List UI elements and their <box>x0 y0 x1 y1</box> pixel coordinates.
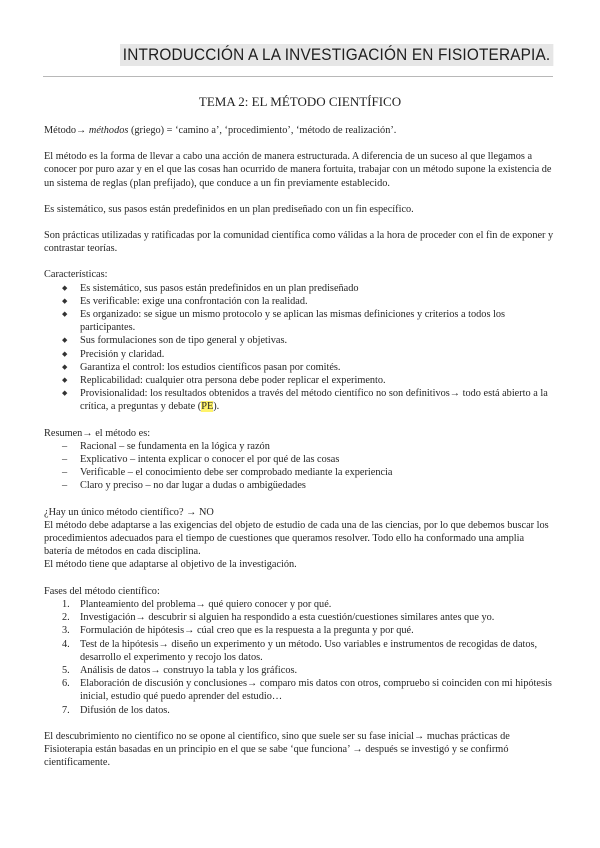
list-item: 5. Análisis de datos→ construyo la tabla y los gráficos. <box>62 664 298 676</box>
list-item: ◆ Garantiza el control: los estudios científicos pasan por comités. <box>62 361 341 373</box>
bullet-icon: ◆ <box>62 336 68 345</box>
resumen-heading: Resumen→ el método es: <box>44 427 151 439</box>
caracteristicas-heading: Características: <box>44 269 108 281</box>
item-number: 7. <box>62 704 70 716</box>
list-item: 4. Test de la hipótesis→ diseño un experimento y un método. Uso variables e instrumentos de recogidas de datos, desarrollo el experimento y recojo los datos. <box>62 638 538 663</box>
fases-list <box>44 598 554 717</box>
list-item: ◆ Es sistemático, sus pasos están predefinidos en un plan prediseñado <box>62 282 359 294</box>
bullet-icon: ◆ <box>62 296 68 305</box>
bullet-icon: ◆ <box>62 389 68 398</box>
item-number: 3. <box>62 625 70 637</box>
unico-question: ¿Hay un único método científico? → NO <box>44 506 214 518</box>
list-item: ◆ Provisionalidad: los resultados obtenidos a través del método científico no son definitivos→ todo está abierto a la crítica, a preguntas y debate (PE). <box>62 388 548 413</box>
dash-icon: – <box>62 454 68 466</box>
item-number: 6. <box>62 678 70 690</box>
caracteristicas-list <box>44 282 554 414</box>
list-item: – Explicativo – intenta explicar o conocer el por qué de las cosas <box>62 454 340 466</box>
dash-icon: – <box>62 480 68 492</box>
list-item: 2. Investigación→ descubrir si alguien ha respondido a esta cuestión/cuestiones similares antes que yo. <box>62 612 495 624</box>
list-item: ◆ Replicabilidad: cualquier otra persona debe poder replicar el experimento. <box>62 375 386 387</box>
item-number: 2. <box>62 612 70 624</box>
dash-icon: – <box>62 440 68 452</box>
list-item: – Claro y preciso – no dar lugar a dudas o ambigüedades <box>62 480 306 492</box>
list-item: 1. Planteamiento del problema→ qué quiero conocer y por qué. <box>62 598 332 610</box>
intro-paragraph-1: El método es la forma de llevar a cabo una acción de manera estructurada. A diferencia de un suceso al que llegamos a conocer por puro azar y en el que las cosas han ocurrido de manera fortuita, trabajar con un método supone la existencia de un sistema de reglas (plan prefijado), que conduce a un fin previamente establecido. <box>44 151 552 189</box>
list-item: 7. Difusión de los datos. <box>62 704 170 716</box>
resumen-list <box>44 440 554 493</box>
intro-paragraph-3: Son prácticas utilizadas y ratificadas por la comunidad científica como válidas a la hora de proceder con el fin de exponer y contrastar teorías. <box>44 230 554 255</box>
list-item: – Racional – se fundamenta en la lógica y razón <box>62 440 270 452</box>
list-item: ◆ Es organizado: se sigue un mismo protocolo y se aplican las mismas definiciones y criterios a todos los participantes. <box>62 309 506 334</box>
metodo-prefix: Método→ <box>44 125 89 136</box>
list-item: 3. Formulación de hipótesis→ cúal creo que es la respuesta a la pregunta y por qué. <box>62 625 414 637</box>
intro-paragraph-2: Es sistemático, sus pasos están predefinidos en un plan prediseñado con un fin específico. <box>44 203 414 215</box>
unico-paragraph-2: El método tiene que adaptarse al objetivo de la investigación. <box>44 559 297 571</box>
bullet-icon: ◆ <box>62 362 68 371</box>
metodo-greek-term: méthodos <box>88 125 129 136</box>
list-item: 6. Elaboración de discusión y conclusiones→ comparo mis datos con otros, compruebo si coinciden con mi hipótesis inicial, estudio qué puedo aprender del estudio… <box>62 678 552 703</box>
list-item: ◆ Es verificable: exige una confrontación con la realidad. <box>62 295 308 307</box>
bullet-icon: ◆ <box>62 376 68 385</box>
list-item: ◆ Sus formulaciones son de tipo general y objetivas. <box>62 335 288 347</box>
metodo-definition <box>44 124 554 137</box>
highlight-pe: PE <box>201 401 214 413</box>
item-number: 1. <box>62 598 70 610</box>
metodo-suffix: (griego) = ‘camino a’, ‘procedimiento’, ‘método de realización’. <box>128 125 397 136</box>
course-title: INTRODUCCIÓN A LA INVESTIGACIÓN EN FISIOTERAPIA. <box>120 44 553 66</box>
item-number: 4. <box>62 638 70 650</box>
bullet-icon: ◆ <box>62 310 68 319</box>
bullet-icon: ◆ <box>62 349 68 358</box>
fases-heading: Fases del método científico: <box>44 585 160 597</box>
dash-icon: – <box>62 467 68 479</box>
list-item: – Verificable – el conocimiento debe ser comprobado mediante la experiencia <box>62 467 393 479</box>
bullet-icon: ◆ <box>62 283 68 292</box>
topic-title: TEMA 2: EL MÉTODO CIENTÍFICO <box>198 94 402 109</box>
unico-paragraph-1: El método debe adaptarse a las exigencias del objeto de estudio de cada una de las ciencias, por lo que debemos buscar los procedimientos adecuados para el tiempo de cuestiones que queramos resolver. Todo ello ha conformado una amplia batería de métodos en cada disciplina. <box>44 519 549 558</box>
header-divider <box>43 76 553 77</box>
conclusion-paragraph: El descubrimiento no científico no se opone al científico, sino que suele ser su fase inicial→ muchas prácticas de Fisioterapia están basadas en un principio en el que se sabe ‘que funciona’ → después se investigó y se confirmó científicamente. <box>44 730 510 769</box>
document-body <box>44 124 554 769</box>
item-number: 5. <box>62 664 70 676</box>
list-item: ◆ Precisión y claridad. <box>62 348 165 360</box>
